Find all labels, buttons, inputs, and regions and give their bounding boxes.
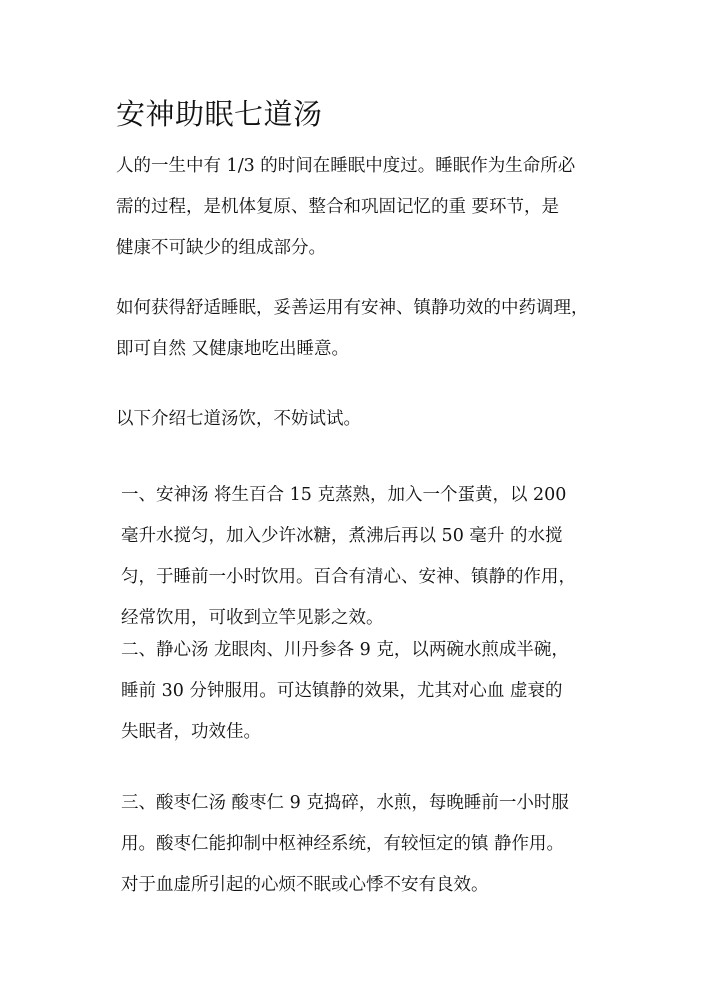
text-line: 一、安神汤 将生百合 15 克蒸熟，加入一个蛋黄，以 200 <box>121 485 567 505</box>
intro-paragraph <box>116 146 611 269</box>
text-line: 经常饮用，可收到立竿见影之效。 <box>121 608 384 628</box>
text-line: 健康不可缺少的组成部分。 <box>116 238 326 258</box>
text-line: 需的过程，是机体复原、整合和巩固记忆的重 要环节，是 <box>116 197 560 217</box>
method-paragraph <box>116 288 611 370</box>
text-line: 用。酸枣仁能抑制中枢神经系统，有较恒定的镇 静作用。 <box>121 834 565 854</box>
text-line: 人的一生中有 1/3 的时间在睡眠中度过。睡眠作为生命所必 <box>116 156 576 176</box>
text-line: 如何获得舒适睡眠，妥善运用有安神、镇静功效的中药调理， <box>116 298 589 318</box>
text-line: 即可自然 又健康地吃出睡意。 <box>116 339 350 359</box>
introduction-line <box>116 399 611 440</box>
recipe-item-3 <box>121 783 616 906</box>
text-line: 匀，于睡前一小时饮用。百合有清心、安神、镇静的作用， <box>121 567 576 587</box>
text-line: 三、酸枣仁汤 酸枣仁 9 克捣碎，水煎，每晚睡前一小时服 <box>121 793 569 813</box>
text-line: 失眠者，功效佳。 <box>121 722 261 742</box>
recipe-item-2 <box>121 630 616 753</box>
document-title: 安神助眠七道汤 <box>116 97 323 131</box>
text-line: 毫升水搅匀，加入少许冰糖，煮沸后再以 50 毫升 的水搅 <box>121 526 563 546</box>
text-line: 睡前 30 分钟服用。可达镇静的效果，尤其对心血 虚衰的 <box>121 681 563 701</box>
text-line: 二、静心汤 龙眼肉、川丹参各 9 克，以两碗水煎成半碗， <box>121 640 569 660</box>
recipe-item-1 <box>121 475 616 639</box>
text-line: 对于血虚所引起的心烦不眠或心悸不安有良效。 <box>121 875 489 895</box>
text-line: 以下介绍七道汤饮，不妨试试。 <box>116 409 361 429</box>
